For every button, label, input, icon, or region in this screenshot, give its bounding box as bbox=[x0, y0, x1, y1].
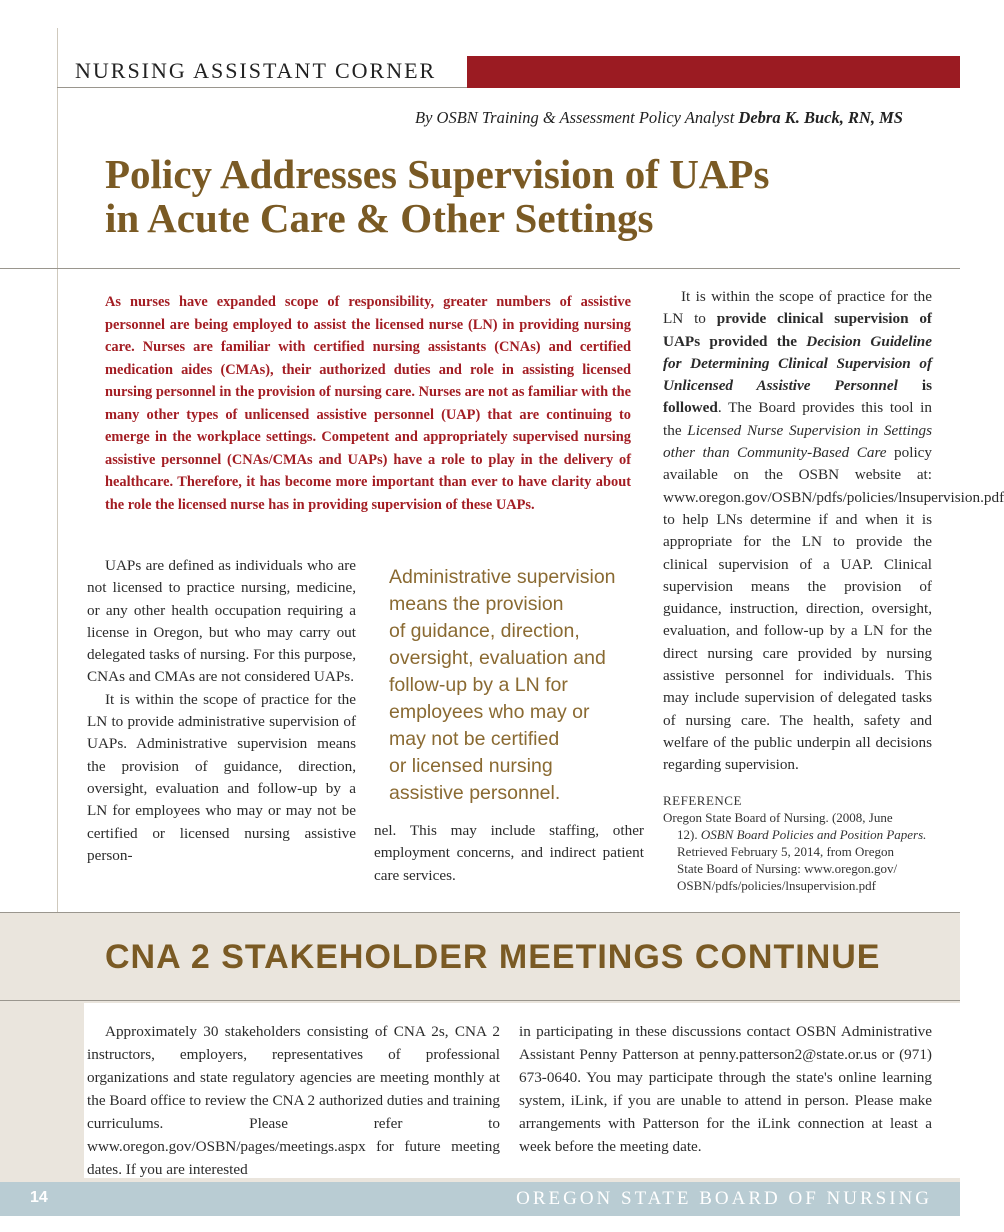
lead-paragraph: As nurses have expanded scope of responsibility, greater numbers of assistive personnel are being employed to assist the licensed nurse (LN) in providing nursing care. Nurses are familiar with certified nursing assistants (CNAs) and certified medication aides (CMAs), their authorized duties and role in assisting licensed nursing personnel in the provision of nursing care. Nurses are not as familiar with the many other types of unlicensed assistive personnel (UAP) that are continuing to emerge in the workplace settings. Competent and appropriately supervised nursing assistive personnel (CNAs/CMAs and UAPs) have a role to play in the delivery of healthcare. Therefore, it has become more important than ever to have clarity about the role the licensed nurse has in providing supervision of these UAPs. bbox=[105, 294, 631, 513]
publisher-name: OREGON STATE BOARD OF NURSING bbox=[516, 1188, 932, 1209]
section-label: NURSING ASSISTANT CORNER bbox=[75, 58, 437, 83]
paragraph-continuation: nel. This may include staffing, other employment concerns, and indirect patient care services. bbox=[374, 822, 644, 884]
section-accent-bar bbox=[467, 56, 960, 88]
paragraph-clinical-supervision: It is within the scope of practice for the LN to provide clinical supervision of UAPs provided the Decision Guideline for Determining Clinical Supervision of Unlicensed Assistive Personnel is followed. The Board provides this tool in the Licensed Nurse Supervision in Settings other than Community-Based Care policy available on the OSBN website at: www.oregon.gov/OSBN/pdfs/policies/lnsupervision.pdf to help LNs determine if and when it is appropriate for the LN to provide the clinical supervision of a UAP. Clinical supervision means the provision of guidance, instruction, direction, oversight, evaluation, and follow-up by a LN for the direct nursing care provided by nursing assistive personnel for individuals. This may include supervision of delegated tasks of nursing care. The health, safety and welfare of the public underpin all decisions regarding supervision. bbox=[663, 288, 1004, 774]
page-number: 14 bbox=[30, 1189, 48, 1206]
paragraph-administrative-supervision: It is within the scope of practice for the LN to provide administrative supervision of UAPs. Administrative supervision means the provision of guidance, direction, oversight, evaluation and follow-up by a LN for employees who may or may not be certified or licensed nursing assistive person- bbox=[87, 690, 356, 864]
body-column-1 bbox=[87, 555, 356, 867]
title-divider bbox=[0, 268, 960, 269]
pull-quote: Administrative supervision means the provision of guidance, direction, oversight, evaluation and follow-up by a LN for employees who may or may not be certified or licensed nursing assistive personnel. bbox=[389, 566, 616, 804]
header-rule bbox=[57, 87, 467, 88]
cna-section-title: CNA 2 STAKEHOLDER MEETINGS CONTINUE bbox=[105, 938, 881, 976]
body-column-2 bbox=[374, 820, 644, 887]
cna-top-rule bbox=[0, 912, 960, 913]
paragraph-uap-definition: UAPs are defined as individuals who are not licensed to practice nursing, medicine, or any other health occupation requiring a license in Oregon, but who may carry out delegated tasks of nursing. For this purpose, CNAs and CMAs are not considered UAPs. bbox=[87, 557, 356, 686]
reference-heading: REFERENCE bbox=[663, 793, 742, 808]
article-title: Policy Addresses Supervision of UAPs in Acute Care & Other Settings bbox=[105, 151, 770, 241]
cna-column-1: Approximately 30 stakeholders consisting of CNA 2s, CNA 2 instructors, employers, representatives of professional organizations and state regulatory agencies are meeting monthly at the Board office to review the CNA 2 authorized duties and training curriculums. Please refer to www.oregon.gov/OSBN/pages/meetings.aspx for future meeting dates. If you are interested bbox=[87, 1023, 500, 1178]
reference-citation: Oregon State Board of Nursing. (2008, June 12). OSBN Board Policies and Position Papers. Retrieved February 5, 2014, from Oregon State Board of Nursing: www.oregon.gov/ OSBN/pdfs/policies/lnsupervision.pdf bbox=[663, 810, 927, 893]
byline: By OSBN Training & Assessment Policy Analyst Debra K. Buck, RN, MS bbox=[415, 108, 903, 127]
body-column-3 bbox=[663, 286, 1004, 777]
byline-author: Debra K. Buck, RN, MS bbox=[738, 108, 903, 127]
cna-title-rule bbox=[0, 1000, 960, 1001]
cna-column-2: in participating in these discussions contact OSBN Administrative Assistant Penny Patterson at penny.patterson2@state.or.us or (971) 673-0640. You may participate through the state's online learning system, iLink, if you are unable to attend in person. Please make arrangements with Patterson for the iLink connection at least a week before the meeting date. bbox=[519, 1023, 932, 1155]
